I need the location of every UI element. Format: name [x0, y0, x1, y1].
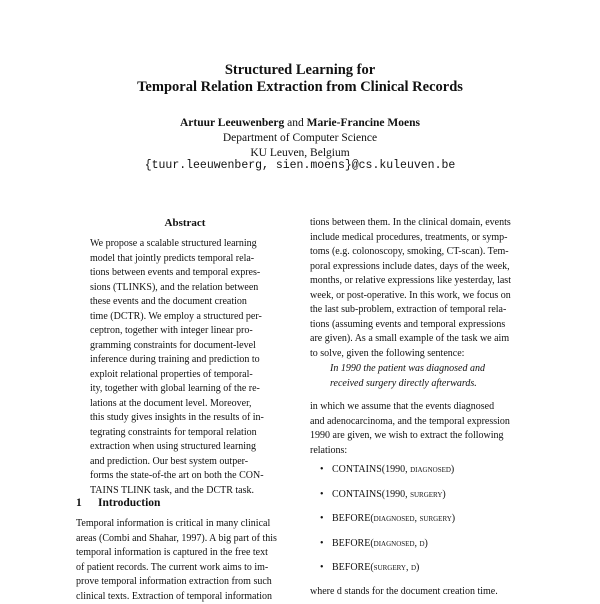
bullet-icon: •	[320, 537, 324, 551]
relations-list	[320, 463, 530, 586]
body-line: the last sub-problem, extraction of temporal rela-	[310, 303, 531, 318]
abstract-body	[90, 237, 280, 498]
abstract-line: ceptron, together with integer linear pro-	[90, 324, 280, 339]
body-line: toms (e.g. colonoscopy, smoking, CT-scan). Tem-	[310, 245, 531, 260]
paper-title-line-2: Temporal Relation Extraction from Clinical Records	[0, 79, 600, 96]
body-line: week, or post-operative. In this work, we focus on	[310, 289, 531, 304]
author-emails: {tuur.leeuwenberg, sien.moens}@cs.kuleuven.be	[0, 158, 600, 174]
list-item	[320, 561, 530, 586]
example-line: In 1990 the patient was diagnosed and	[330, 361, 530, 376]
body-line: poral expressions include dates, days of the week,	[310, 260, 531, 275]
abstract-line: We propose a scalable structured learning	[90, 237, 280, 252]
relation-text: BEFORE(diagnosed, surgery)	[332, 513, 455, 524]
author-separator: and	[287, 117, 304, 129]
section-title: Introduction	[98, 497, 160, 509]
affiliation-university: KU Leuven, Belgium	[0, 146, 600, 161]
abstract-line: TAINS TLINK task, and the DCTR task.	[90, 484, 280, 499]
bullet-icon: •	[320, 512, 324, 526]
author-1: Artuur Leeuwenberg	[180, 117, 284, 129]
example-line: received surgery directly afterwards.	[330, 376, 530, 391]
relation-text: CONTAINS(1990, diagnosed)	[332, 464, 454, 475]
author-2: Marie-Francine Moens	[307, 117, 420, 129]
body-line: to solve, given the following sentence:	[310, 347, 531, 362]
abstract-line: and prediction. Our best system outper-	[90, 455, 280, 470]
relation-text: BEFORE(diagnosed, d)	[332, 538, 428, 549]
abstract-heading: Abstract	[76, 216, 294, 230]
abstract-line: exploit relational properties of temporal-	[90, 368, 280, 383]
abstract-line: model that jointly predicts temporal rela-	[90, 252, 280, 267]
bullet-icon: •	[320, 561, 324, 575]
list-item	[320, 463, 530, 488]
section-number: 1	[76, 496, 98, 511]
bullet-icon: •	[320, 463, 324, 477]
section-heading-introduction	[76, 496, 160, 511]
list-item	[320, 512, 530, 537]
introduction-body	[76, 517, 294, 604]
dct-footnote-line: where d stands for the document creation time.	[310, 585, 531, 599]
body-line: tions between them. In the clinical domain, events	[310, 216, 531, 231]
bullet-icon: •	[320, 488, 324, 502]
body-line: months, or relative expressions like yesterday, last	[310, 274, 531, 289]
abstract-line: time (DCTR). We employ a structured per-	[90, 310, 280, 325]
abstract-line: tegrating constraints for temporal relation	[90, 426, 280, 441]
list-item	[320, 537, 530, 562]
abstract-line: this study gives insights in the results of in-	[90, 411, 280, 426]
body-line: relations:	[310, 444, 531, 459]
abstract-line: extraction when using structured learning	[90, 440, 280, 455]
body-line: include medical procedures, treatments, or symp-	[310, 231, 531, 246]
paper-title-line-1: Structured Learning for	[0, 62, 600, 79]
right-column-paragraph-2	[310, 400, 531, 458]
intro-line: Temporal information is critical in many clinical	[76, 517, 294, 532]
relation-text: BEFORE(surgery, d)	[332, 562, 419, 573]
body-line: are given). As a small example of the task we aim	[310, 332, 531, 347]
abstract-line: sions (TLINKS), and the relation between	[90, 281, 280, 296]
example-sentence	[330, 361, 530, 391]
intro-line: clinical texts. Extraction of temporal information	[76, 590, 294, 604]
abstract-line: lations at the document level. Moreover,	[90, 397, 280, 412]
abstract-line: forms the state-of-the art on both the CON-	[90, 469, 280, 484]
abstract-line: these events and the document creation	[90, 295, 280, 310]
intro-line: of patient records. The current work aims to im-	[76, 561, 294, 576]
body-line: 1990 are given, we wish to extract the following	[310, 429, 531, 444]
right-column-paragraph-1	[310, 216, 531, 361]
abstract-line: ity, together with global learning of the re-	[90, 382, 280, 397]
body-line: tions (assuming events and temporal expressions	[310, 318, 531, 333]
abstract-line: gramming constraints for document-level	[90, 339, 280, 354]
relation-text: CONTAINS(1990, surgery)	[332, 489, 446, 500]
intro-line: areas (Combi and Shahar, 1997). A big part of this	[76, 532, 294, 547]
body-line: in which we assume that the events diagnosed	[310, 400, 531, 415]
body-line: and adenocarcinoma, and the temporal expression	[310, 415, 531, 430]
authors	[0, 116, 600, 131]
intro-line: prove temporal information extraction from such	[76, 575, 294, 590]
list-item	[320, 488, 530, 513]
abstract-line: tions between events and temporal expres-	[90, 266, 280, 281]
abstract-line: inference during training and prediction to	[90, 353, 280, 368]
intro-line: temporal information is captured in the free text	[76, 546, 294, 561]
affiliation-department: Department of Computer Science	[0, 131, 600, 146]
